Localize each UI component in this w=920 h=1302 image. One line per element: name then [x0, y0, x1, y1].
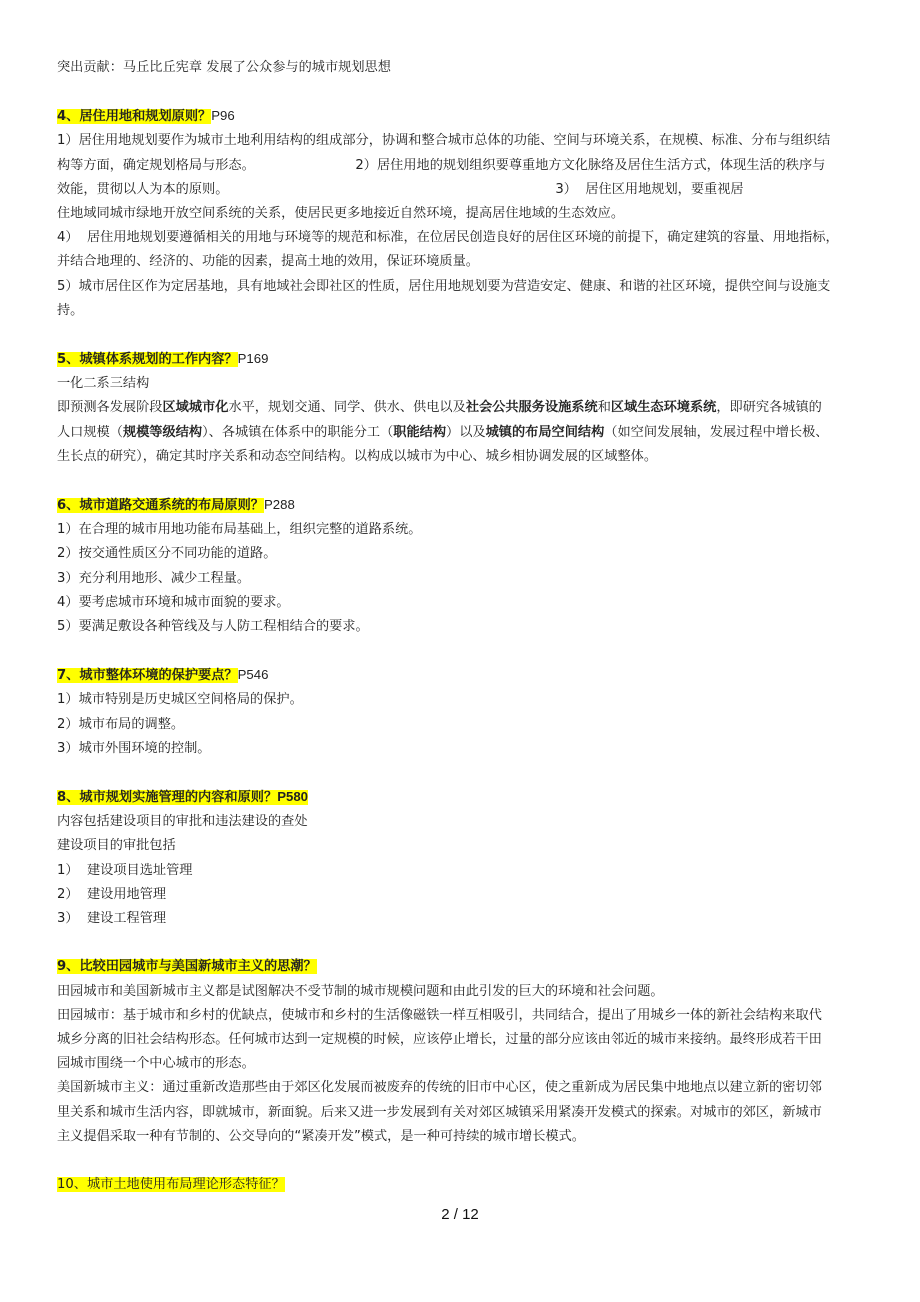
question-9-line: 美国新城市主义：通过重新改造那些由于郊区化发展而被废弃的传统的旧市中心区，使之重新成为居民集中地地点以建立新的密切邻 [57, 1080, 822, 1096]
text-run: 和 [597, 400, 611, 416]
question-5-line-2 [57, 421, 867, 445]
text-run: ）以及 [446, 424, 486, 440]
text-run: 即预测各发展阶段 [57, 400, 163, 416]
question-9-line: 主义提倡采取一种有节制的、公交导向的“紧凑开发”模式，是一种可持续的城市增长模式。 [57, 1128, 585, 1144]
question-8-line: 1） 建设项目选址管理 [57, 862, 193, 878]
question-8-line: 2） 建设用地管理 [57, 886, 167, 902]
bold-term: 规模等级结构 [122, 424, 203, 440]
intro-line: 突出贡献：马丘比丘宪章 发展了公众参与的城市规划思想 [57, 60, 391, 75]
text-run: ，即研究各城镇的 [716, 400, 822, 416]
question-8-title-text: 8、城市规划实施管理的内容和原则？ [57, 790, 278, 806]
question-7-line: 1）城市特别是历史城区空间格局的保护。 [57, 692, 303, 708]
question-4-ref: P96 [211, 108, 235, 124]
text-run: （如空间发展轴，发展过程中增长极、 [604, 424, 829, 440]
text-run: 人口规模（ [57, 424, 123, 440]
question-8-title [57, 790, 308, 805]
question-9-line: 里关系和城市生活内容，即就城市，新面貌。后来又进一步发展到有关对郊区城镇采用紧凑开发模式的探索。对城市的郊区，新城市 [57, 1104, 822, 1120]
question-8-line: 内容包括建设项目的审批和违法建设的查处 [57, 814, 308, 830]
question-4-line: 效能，贯彻以人为本的原则。 3） 居住区用地规划，要重视居 [57, 181, 744, 197]
question-6-title: 6、城市道路交通系统的布局原则？ [57, 498, 264, 514]
question-6-line: 5）要满足敷设各种管线及与人防工程相结合的要求。 [57, 619, 369, 635]
question-6-line: 4）要考虑城市环境和城市面貌的要求。 [57, 594, 290, 610]
question-4-line: 持。 [57, 302, 84, 318]
page-number: 2 / 12 [441, 1206, 479, 1223]
question-6-line: 3）充分利用地形、减少工程量。 [57, 570, 251, 586]
question-5-summary: 一化二系三结构 [57, 376, 150, 392]
question-4-line: 构等方面，确定规划格局与形态。 2）居住用地的规划组织要尊重地方文化脉络及居住生活方式，体现生活的秩序与 [57, 157, 826, 173]
text-run: ）、各城镇在体系中的职能分工（ [202, 424, 394, 440]
question-4-line: 5）城市居住区作为定居基地，具有地域社会即社区的性质，居住用地规划要为营造安定、健康、和谐的社区环境，提供空间与设施支 [57, 278, 831, 294]
question-6-line: 2）按交通性质区分不同功能的道路。 [57, 546, 277, 562]
question-4-heading [57, 104, 867, 129]
question-4-line: 4） 居住用地规划要遵循相关的用地与环境等的规范和标准，在位居民创造良好的居住区环境的前提下，确定建筑的容量、用地指标， [57, 230, 839, 246]
question-8-ref: P580 [277, 789, 308, 805]
question-9-line: 城乡分离的旧社会结构形态。任何城市达到一定规模的时候，应该停止增长，过量的部分应该由邻近的城市来接纳。最终形成若干田 [57, 1031, 822, 1047]
bold-term: 社会公共服务设施系统 [465, 400, 598, 416]
question-6-heading [57, 493, 867, 518]
question-7-line: 3）城市外围环境的控制。 [57, 740, 211, 756]
question-7-heading [57, 663, 867, 688]
question-9-line: 田园城市：基于城市和乡村的优缺点，使城市和乡村的生活像磁铁一样互相吸引，共同结合，提出了用城乡一体的新社会结构来取代 [57, 1007, 822, 1023]
question-5-ref: P169 [237, 351, 269, 367]
bold-term: 区域城市化 [162, 400, 229, 416]
question-7-ref: P546 [237, 667, 269, 683]
question-9-line: 园城市围绕一个中心城市的形态。 [57, 1056, 255, 1072]
question-7-title: 7、城市整体环境的保护要点？ [57, 668, 238, 684]
question-4-line: 住地域同城市绿地开放空间系统的关系，使居民更多地接近自然环境，提高居住地域的生态效应。 [57, 206, 625, 222]
question-4-line: 1）居住用地规划要作为城市土地利用结构的组成部分，协调和整合城市总体的功能、空间与环境关系，在规模、标准、分布与组织结 [57, 133, 831, 149]
question-9-heading [57, 955, 867, 979]
question-5-line-3: 生长点的研究），确定其时序关系和动态空间结构。以构成以城市为中心、城乡相协调发展的区域整体。 [57, 448, 658, 464]
question-6-line: 1）在合理的城市用地功能布局基础上，组织完整的道路系统。 [57, 522, 422, 538]
question-9-title: 9、比较田园城市与美国新城市主义的思潮？ [57, 959, 317, 975]
question-8-line: 3） 建设工程管理 [57, 911, 167, 927]
question-8-line: 建设项目的审批包括 [57, 838, 176, 854]
question-6-ref: P288 [264, 497, 295, 513]
question-4-title: 4、居住用地和规划原则？ [57, 109, 212, 125]
question-5-line-1 [57, 396, 867, 420]
question-10-title: 10、城市土地使用布局理论形态特征？ [57, 1176, 285, 1192]
question-8-heading [57, 785, 867, 810]
bold-term: 区域生态环境系统 [610, 400, 717, 416]
question-9-line: 田园城市和美国新城市主义都是试图解决不受节制的城市规模问题和由此引发的巨大的环境和社会问题。 [57, 983, 664, 999]
bold-term: 城镇的布局空间结构 [485, 424, 605, 440]
bold-term: 职能结构 [393, 424, 447, 440]
question-5-heading [57, 347, 867, 372]
question-7-line: 2）城市布局的调整。 [57, 716, 185, 732]
text-run: 水平，规划交通、同学、供水、供电以及 [228, 400, 466, 416]
question-4-line: 并结合地理的、经济的、功能的因素，提高土地的效用，保证环境质量。 [57, 254, 479, 270]
question-5-title: 5、城镇体系规划的工作内容？ [57, 352, 238, 368]
question-10-heading [57, 1173, 867, 1197]
document-page [57, 56, 867, 1197]
